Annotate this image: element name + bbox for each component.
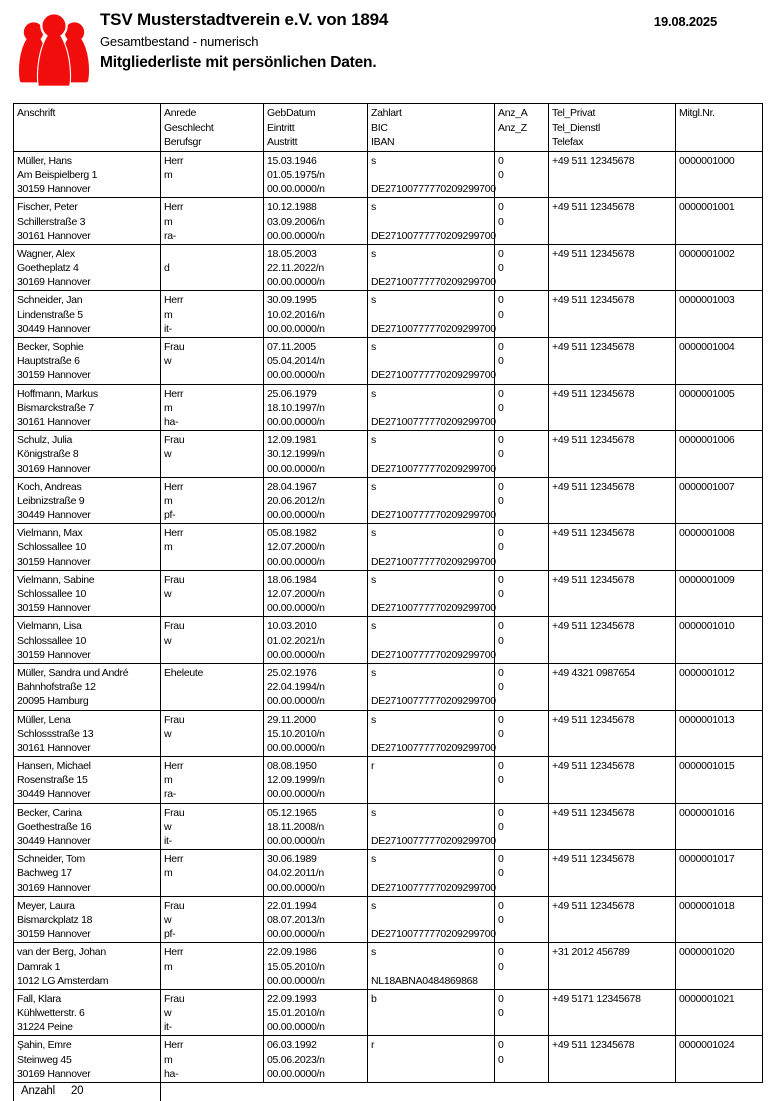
cell-tel: +49 511 12345678 — [549, 431, 676, 478]
cell-anrede: Frau w it- — [161, 989, 264, 1036]
column-header-tel — [549, 104, 676, 152]
cell-payment: s DE27100777770209299700 — [368, 244, 495, 291]
cell-anschrift: Vielmann, Sabine Schlossallee 10 30159 Hannover — [14, 570, 161, 617]
club-logo-icon — [14, 8, 94, 90]
cell-anz: 0 0 — [495, 198, 549, 245]
cell-payment: s DE27100777770209299700 — [368, 198, 495, 245]
cell-anz: 0 0 — [495, 244, 549, 291]
report-subtitle: Gesamtbestand - numerisch — [100, 34, 259, 49]
table-row — [14, 431, 763, 478]
cell-dates: 12.09.1981 30.12.1999/n 00.00.0000/n — [264, 431, 368, 478]
cell-dates: 30.09.1995 10.02.2016/n 00.00.0000/n — [264, 291, 368, 338]
cell-anrede: Frau w — [161, 710, 264, 757]
cell-anschrift: Müller, Lena Schlossstraße 13 30161 Hannover — [14, 710, 161, 757]
table-row — [14, 757, 763, 804]
cell-anrede: Herr m ra- — [161, 198, 264, 245]
cell-anrede: Herr m — [161, 943, 264, 990]
table-row — [14, 198, 763, 245]
cell-mitglnr: 0000001024 — [676, 1036, 763, 1083]
cell-dates: 06.03.1992 05.06.2023/n 00.00.0000/n — [264, 1036, 368, 1083]
cell-tel: +49 511 12345678 — [549, 384, 676, 431]
cell-anschrift: Becker, Carina Goethestraße 16 30449 Hannover — [14, 803, 161, 850]
cell-dates: 10.12.1988 03.09.2006/n 00.00.0000/n — [264, 198, 368, 245]
column-header-line — [679, 121, 759, 136]
cell-anrede: Frau w — [161, 431, 264, 478]
cell-anz: 0 0 — [495, 570, 549, 617]
cell-tel: +49 511 12345678 — [549, 1036, 676, 1083]
cell-anrede: Herr m — [161, 850, 264, 897]
cell-payment: s DE27100777770209299700 — [368, 896, 495, 943]
table-row — [14, 570, 763, 617]
cell-mitglnr: 0000001021 — [676, 989, 763, 1036]
report-date: 19.08.2025 — [653, 14, 717, 29]
cell-mitglnr: 0000001012 — [676, 663, 763, 710]
cell-payment: s DE27100777770209299700 — [368, 710, 495, 757]
cell-anz: 0 0 — [495, 803, 549, 850]
column-header-line: Tel_Dienstl — [552, 121, 601, 134]
cell-payment: s DE27100777770209299700 — [368, 850, 495, 897]
column-header-line: Austritt — [267, 136, 298, 149]
cell-dates: 08.08.1950 12.09.1999/n 00.00.0000/n — [264, 757, 368, 804]
cell-payment: s DE27100777770209299700 — [368, 803, 495, 850]
table-row — [14, 338, 763, 385]
cell-anrede: Frau w — [161, 570, 264, 617]
cell-anrede: Frau w it- — [161, 803, 264, 850]
cell-tel: +49 511 12345678 — [549, 617, 676, 664]
cell-anrede: Frau w pf- — [161, 896, 264, 943]
cell-payment: b — [368, 989, 495, 1036]
cell-anz: 0 0 — [495, 663, 549, 710]
member-table — [13, 103, 763, 1083]
cell-payment: s DE27100777770209299700 — [368, 338, 495, 385]
table-row — [14, 943, 763, 990]
cell-anrede: Herr m ra- — [161, 757, 264, 804]
cell-mitglnr: 0000001002 — [676, 244, 763, 291]
column-header-mitglnr — [676, 104, 763, 152]
cell-tel: +49 511 12345678 — [549, 757, 676, 804]
cell-anz: 0 0 — [495, 896, 549, 943]
cell-anschrift: Schulz, Julia Königstraße 8 30169 Hannover — [14, 431, 161, 478]
cell-dates: 05.08.1982 12.07.2000/n 00.00.0000/n — [264, 524, 368, 571]
cell-mitglnr: 0000001004 — [676, 338, 763, 385]
table-row — [14, 244, 763, 291]
cell-anz: 0 0 — [495, 943, 549, 990]
table-row — [14, 803, 763, 850]
cell-dates: 15.03.1946 01.05.1975/n 00.00.0000/n — [264, 151, 368, 198]
cell-mitglnr: 0000001018 — [676, 896, 763, 943]
cell-mitglnr: 0000001013 — [676, 710, 763, 757]
column-header-line: Anschrift — [17, 107, 56, 119]
report-heading: Mitgliederliste mit persönlichen Daten. — [100, 54, 377, 71]
table-row — [14, 384, 763, 431]
cell-anschrift: van der Berg, Johan Damrak 1 1012 LG Amsterdam — [14, 943, 161, 990]
cell-tel: +49 511 12345678 — [549, 803, 676, 850]
column-header-line: Zahlart — [371, 107, 402, 119]
table-row — [14, 989, 763, 1036]
table-row — [14, 1036, 763, 1083]
column-header-payment — [368, 104, 495, 152]
cell-anz: 0 0 — [495, 524, 549, 571]
cell-tel: +49 511 12345678 — [549, 524, 676, 571]
cell-anschrift: Fall, Klara Kühlwetterstr. 6 31224 Peine — [14, 989, 161, 1036]
cell-payment: s DE27100777770209299700 — [368, 431, 495, 478]
cell-tel: +49 511 12345678 — [549, 291, 676, 338]
column-header-line — [17, 135, 157, 150]
cell-mitglnr: 0000001020 — [676, 943, 763, 990]
column-header-anz — [495, 104, 549, 152]
cell-anschrift: Becker, Sophie Hauptstraße 6 30159 Hannover — [14, 338, 161, 385]
cell-anschrift: Schneider, Tom Bachweg 17 30169 Hannover — [14, 850, 161, 897]
cell-mitglnr: 0000001006 — [676, 431, 763, 478]
table-row — [14, 663, 763, 710]
cell-anz: 0 0 — [495, 338, 549, 385]
cell-dates: 22.09.1986 15.05.2010/n 00.00.0000/n — [264, 943, 368, 990]
cell-mitglnr: 0000001017 — [676, 850, 763, 897]
cell-tel: +49 511 12345678 — [549, 198, 676, 245]
cell-anschrift: Vielmann, Lisa Schlossallee 10 30159 Hannover — [14, 617, 161, 664]
cell-anrede: Frau w — [161, 617, 264, 664]
cell-dates: 05.12.1965 18.11.2008/n 00.00.0000/n — [264, 803, 368, 850]
cell-anschrift: Hoffmann, Markus Bismarckstraße 7 30161 Hannover — [14, 384, 161, 431]
column-header-line: Berufsgr — [164, 136, 202, 149]
cell-anz: 0 0 — [495, 1036, 549, 1083]
cell-dates: 18.06.1984 12.07.2000/n 00.00.0000/n — [264, 570, 368, 617]
cell-anrede: Herr m it- — [161, 291, 264, 338]
cell-anschrift: Vielmann, Max Schlossallee 10 30159 Hannover — [14, 524, 161, 571]
cell-dates: 18.05.2003 22.11.2022/n 00.00.0000/n — [264, 244, 368, 291]
cell-tel: +49 511 12345678 — [549, 570, 676, 617]
cell-anschrift: Müller, Sandra und André Bahnhofstraße 12 20095 Hamburg — [14, 663, 161, 710]
table-head — [14, 104, 763, 152]
cell-anrede: Herr m ha- — [161, 384, 264, 431]
column-header-line: Telefax — [552, 136, 584, 149]
cell-payment: r — [368, 757, 495, 804]
cell-dates: 29.11.2000 15.10.2010/n 00.00.0000/n — [264, 710, 368, 757]
cell-mitglnr: 0000001007 — [676, 477, 763, 524]
table-row — [14, 477, 763, 524]
cell-dates: 25.06.1979 18.10.1997/n 00.00.0000/n — [264, 384, 368, 431]
cell-anschrift: Koch, Andreas Leibnizstraße 9 30449 Hannover — [14, 477, 161, 524]
cell-mitglnr: 0000001015 — [676, 757, 763, 804]
cell-anz: 0 0 — [495, 151, 549, 198]
cell-payment: s DE27100777770209299700 — [368, 477, 495, 524]
column-header-line: BIC — [371, 121, 388, 134]
column-header-line: Anz_Z — [498, 121, 527, 134]
cell-dates: 22.09.1993 15.01.2010/n 00.00.0000/n — [264, 989, 368, 1036]
cell-anschrift: Şahin, Emre Steinweg 45 30169 Hannover — [14, 1036, 161, 1083]
cell-payment: s DE27100777770209299700 — [368, 291, 495, 338]
table-body — [14, 151, 763, 1082]
cell-mitglnr: 0000001001 — [676, 198, 763, 245]
column-header-line — [17, 121, 157, 136]
cell-mitglnr: 0000001005 — [676, 384, 763, 431]
cell-mitglnr: 0000001010 — [676, 617, 763, 664]
header-row — [14, 104, 763, 152]
cell-anz: 0 0 — [495, 989, 549, 1036]
column-header-dates — [264, 104, 368, 152]
cell-dates: 28.04.1967 20.06.2012/n 00.00.0000/n — [264, 477, 368, 524]
cell-payment: s DE27100777770209299700 — [368, 570, 495, 617]
cell-tel: +49 511 12345678 — [549, 338, 676, 385]
column-header-line: Geschlecht — [164, 121, 214, 134]
cell-tel: +31 2012 456789 — [549, 943, 676, 990]
cell-dates: 25.02.1976 22.04.1994/n 00.00.0000/n — [264, 663, 368, 710]
column-header-line — [498, 135, 545, 150]
cell-anschrift: Meyer, Laura Bismarckplatz 18 30159 Hannover — [14, 896, 161, 943]
cell-mitglnr: 0000001009 — [676, 570, 763, 617]
cell-anrede: Herr m pf- — [161, 477, 264, 524]
cell-anrede: Frau w — [161, 338, 264, 385]
column-header-line: Anz_A — [498, 107, 528, 119]
cell-payment: s DE27100777770209299700 — [368, 524, 495, 571]
cell-tel: +49 4321 0987654 — [549, 663, 676, 710]
cell-dates: 22.01.1994 08.07.2013/n 00.00.0000/n — [264, 896, 368, 943]
cell-dates: 10.03.2010 01.02.2021/n 00.00.0000/n — [264, 617, 368, 664]
table-row — [14, 710, 763, 757]
cell-tel: +49 511 12345678 — [549, 710, 676, 757]
total-count-label: Anzahl — [21, 1085, 55, 1097]
column-header-line: Tel_Privat — [552, 107, 596, 119]
cell-tel: +49 511 12345678 — [549, 244, 676, 291]
cell-anschrift: Wagner, Alex Goetheplatz 4 30169 Hannover — [14, 244, 161, 291]
cell-anz: 0 0 — [495, 431, 549, 478]
cell-dates: 30.06.1989 04.02.2011/n 00.00.0000/n — [264, 850, 368, 897]
table-row — [14, 850, 763, 897]
table-row — [14, 291, 763, 338]
cell-dates: 07.11.2005 05.04.2014/n 00.00.0000/n — [264, 338, 368, 385]
cell-mitglnr: 0000001000 — [676, 151, 763, 198]
table-row — [14, 617, 763, 664]
table-row — [14, 896, 763, 943]
table-row — [14, 524, 763, 571]
cell-anschrift: Schneider, Jan Lindenstraße 5 30449 Hannover — [14, 291, 161, 338]
total-count-value: 20 — [70, 1085, 84, 1097]
cell-anschrift: Müller, Hans Am Beispielberg 1 30159 Hannover — [14, 151, 161, 198]
column-header-anrede — [161, 104, 264, 152]
cell-anschrift: Fischer, Peter Schillerstraße 3 30161 Hannover — [14, 198, 161, 245]
cell-mitglnr: 0000001016 — [676, 803, 763, 850]
cell-anz: 0 0 — [495, 710, 549, 757]
cell-payment: s NL18ABNA0484869868 — [368, 943, 495, 990]
cell-anz: 0 0 — [495, 384, 549, 431]
cell-payment: s DE27100777770209299700 — [368, 384, 495, 431]
column-header-line: IBAN — [371, 136, 395, 149]
column-header-line — [679, 135, 759, 150]
cell-mitglnr: 0000001003 — [676, 291, 763, 338]
column-header-line: Anrede — [164, 107, 197, 119]
column-header-line: GebDatum — [267, 107, 316, 119]
cell-anz: 0 0 — [495, 477, 549, 524]
title-block — [100, 8, 388, 74]
cell-mitglnr: 0000001008 — [676, 524, 763, 571]
cell-anz: 0 0 — [495, 757, 549, 804]
cell-payment: s DE27100777770209299700 — [368, 151, 495, 198]
cell-tel: +49 511 12345678 — [549, 850, 676, 897]
cell-anz: 0 0 — [495, 850, 549, 897]
cell-anrede: Herr m ha- — [161, 1036, 264, 1083]
cell-anrede: Herr m — [161, 151, 264, 198]
cell-anrede: Herr m — [161, 524, 264, 571]
cell-payment: s DE27100777770209299700 — [368, 617, 495, 664]
report-header — [0, 0, 773, 100]
cell-anz: 0 0 — [495, 617, 549, 664]
column-header-anschrift — [14, 104, 161, 152]
report-title: TSV Musterstadtverein e.V. von 1894 — [100, 10, 389, 29]
total-count — [13, 1082, 161, 1101]
cell-tel: +49 511 12345678 — [549, 151, 676, 198]
cell-anrede: Eheleute — [161, 663, 264, 710]
cell-tel: +49 511 12345678 — [549, 477, 676, 524]
cell-tel: +49 5171 12345678 — [549, 989, 676, 1036]
column-header-line: Mitgl.Nr. — [679, 107, 715, 119]
cell-payment: s DE27100777770209299700 — [368, 663, 495, 710]
cell-payment: r — [368, 1036, 495, 1083]
cell-anz: 0 0 — [495, 291, 549, 338]
cell-tel: +49 511 12345678 — [549, 896, 676, 943]
cell-anrede: d — [161, 244, 264, 291]
table-row — [14, 151, 763, 198]
cell-anschrift: Hansen, Michael Rosenstraße 15 30449 Hannover — [14, 757, 161, 804]
column-header-line: Eintritt — [267, 121, 295, 134]
